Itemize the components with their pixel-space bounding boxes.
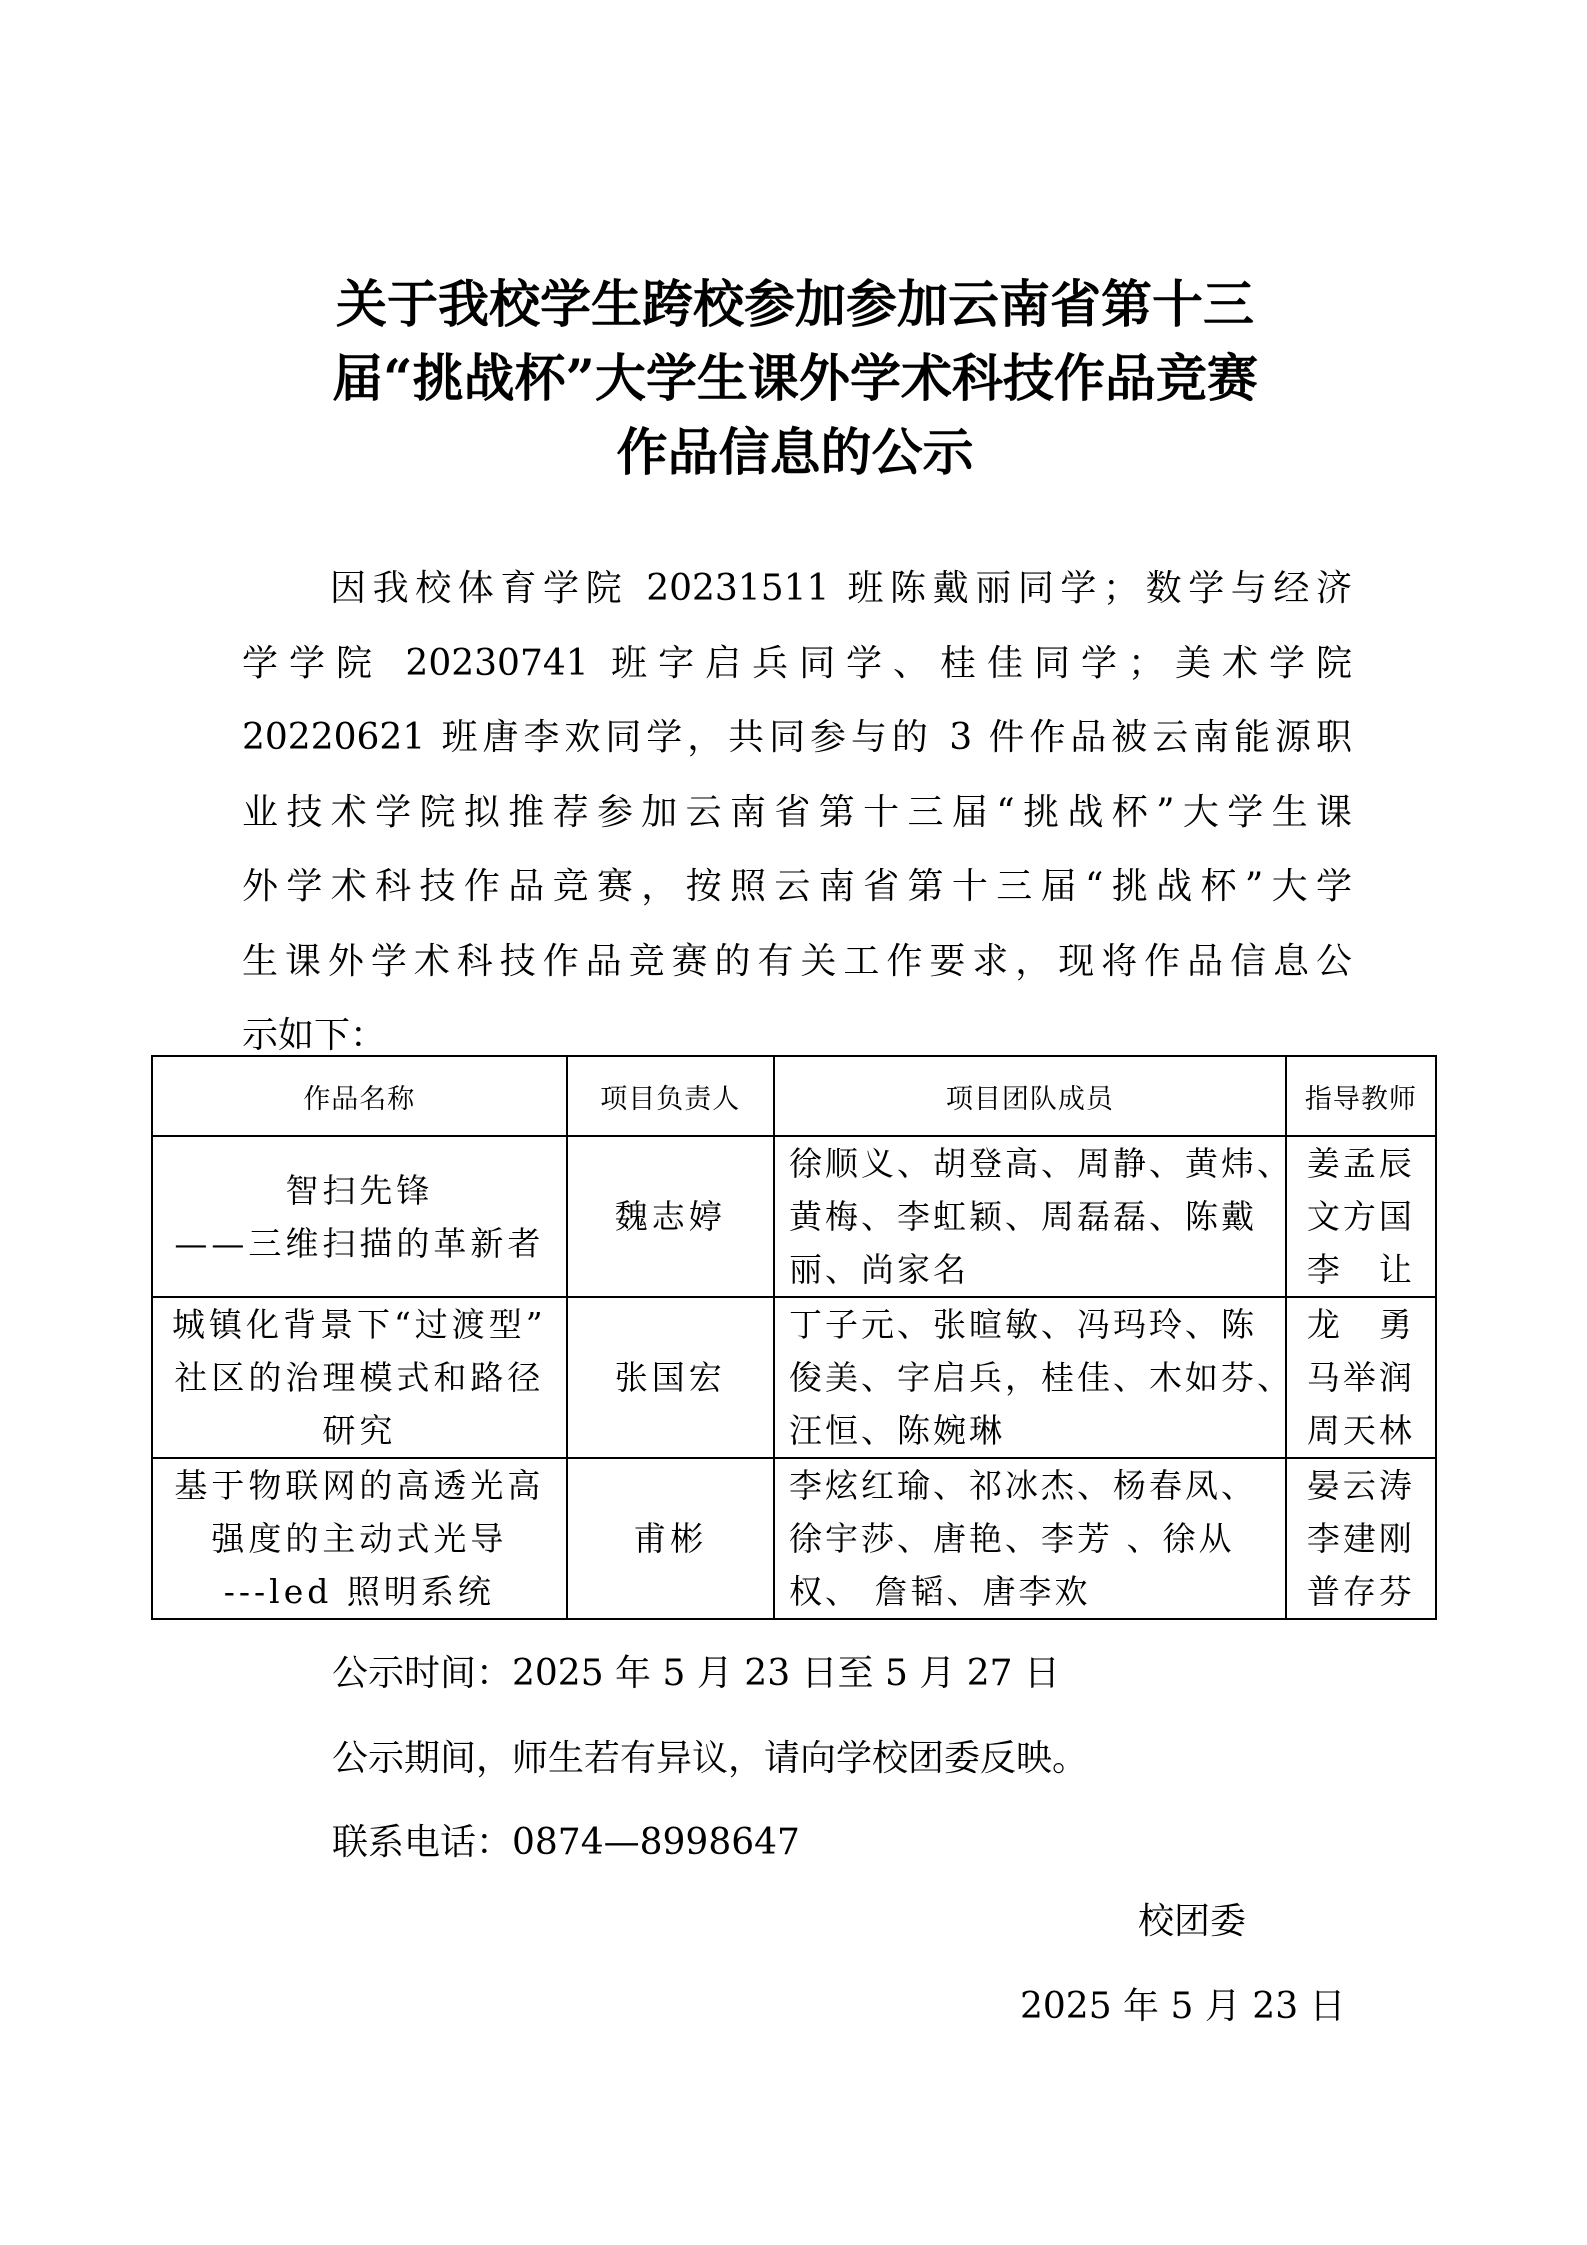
title-line-3: 作品信息的公示: [616, 423, 974, 483]
table-row: [152, 1458, 1436, 1619]
signature-org: 校团委: [1138, 1901, 1247, 1942]
header-advisors: 指导教师: [1286, 1056, 1436, 1136]
title-line-1: 关于我校学生跨校参加参加云南省第十三: [335, 275, 1254, 335]
leader-cell: 张国宏: [567, 1297, 774, 1458]
header-leader: 项目负责人: [567, 1056, 774, 1136]
title-line-2: 届“挑战杯”大学生课外学术科技作品竞赛: [332, 349, 1258, 409]
header-team-members: 项目团队成员: [774, 1056, 1286, 1136]
body-line: 生课外学术科技作品竞赛的有关工作要求，现将作品信息公: [242, 940, 1352, 982]
document-title: [230, 268, 1360, 490]
body-line: 示如下：: [242, 1015, 387, 1056]
notice-period: 公示时间：2025 年 5 月 23 日至 5 月 27 日: [332, 1653, 1061, 1694]
works-table: [151, 1055, 1437, 1620]
work-name-cell: 基于物联网的高透光高 强度的主动式光导 ---led 照明系统: [152, 1458, 567, 1619]
header-work-name: 作品名称: [152, 1056, 567, 1136]
leader-cell: 甫彬: [567, 1458, 774, 1619]
team-cell: 徐顺义、胡登高、周静、黄炜、 黄梅、李虹颖、周磊磊、陈戴 丽、尚家名: [774, 1136, 1286, 1297]
team-cell: 李炫红瑜、祁冰杰、杨春凤、 徐宇莎、唐艳、李芳 、徐从 权、 詹韬、唐李欢: [774, 1458, 1286, 1619]
team-cell: 丁子元、张暄敏、冯玛玲、陈 俊美、字启兵，桂佳、木如芬、 汪恒、陈婉琳: [774, 1297, 1286, 1458]
body-line: 外学术科技作品竞赛，按照云南省第十三届“挑战杯”大学: [242, 866, 1352, 907]
table-header-row: [152, 1056, 1436, 1136]
work-name-cell: 智扫先锋 ——三维扫描的革新者: [152, 1136, 567, 1297]
table-row: [152, 1297, 1436, 1458]
body-line: 因我校体育学院 20231511 班陈戴丽同学；数学与经济: [330, 568, 1352, 609]
contact-phone: 联系电话：0874—8998647: [332, 1822, 800, 1863]
body-line: 20220621 班唐李欢同学，共同参与的 3 件作品被云南能源职: [242, 717, 1352, 758]
advisor-cell: 晏云涛 李建刚 普存芬: [1286, 1458, 1436, 1619]
signature-date: 2025 年 5 月 23 日: [1020, 1986, 1346, 2027]
body-paragraph: [242, 552, 1352, 1074]
body-line: 业技术学院拟推荐参加云南省第十三届“挑战杯”大学生课: [242, 791, 1352, 833]
advisor-cell: 姜孟辰 文方国 李 让: [1286, 1136, 1436, 1297]
table-row: [152, 1136, 1436, 1297]
body-line: 学学院 20230741 班字启兵同学、桂佳同学；美术学院: [242, 642, 1352, 684]
advisor-cell: 龙 勇 马举润 周天林: [1286, 1297, 1436, 1458]
objection-note: 公示期间，师生若有异议，请向学校团委反映。: [332, 1738, 1089, 1779]
work-name-cell: 城镇化背景下“过渡型” 社区的治理模式和路径 研究: [152, 1297, 567, 1458]
leader-cell: 魏志婷: [567, 1136, 774, 1297]
